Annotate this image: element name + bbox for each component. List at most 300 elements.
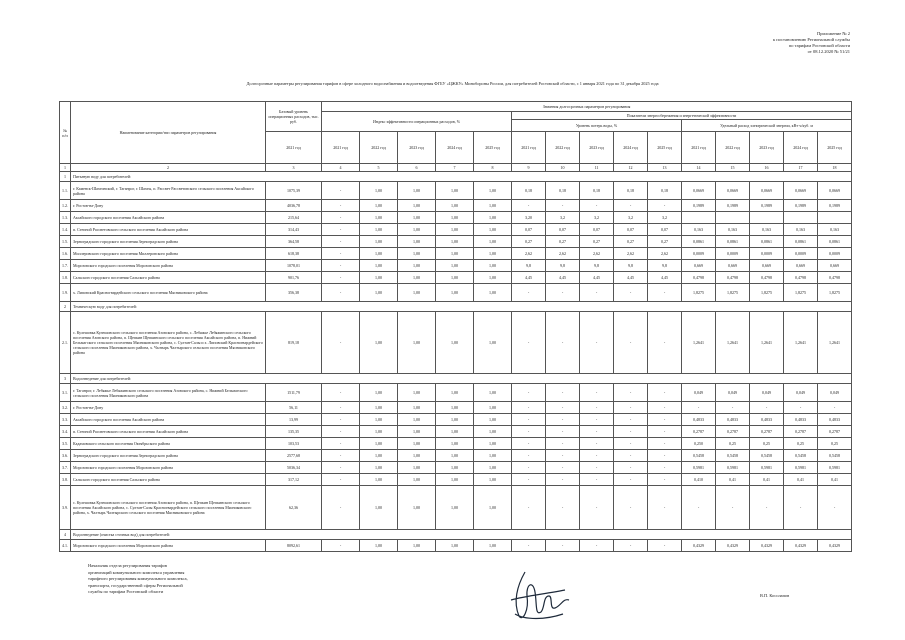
param-value: 4,45	[614, 272, 648, 284]
param-value: 1,00	[398, 236, 436, 248]
param-value: 0,07	[512, 224, 546, 236]
param-value: 0,1989	[784, 200, 818, 212]
param-value: 1,00	[436, 272, 474, 284]
param-value: 1,00	[360, 384, 398, 402]
param-value: 1,00	[436, 426, 474, 438]
param-value: 1,00	[474, 312, 512, 374]
table-row	[60, 312, 852, 374]
param-value: 1,00	[398, 486, 436, 530]
param-value: 1,00	[436, 462, 474, 474]
param-value: 1,00	[474, 540, 512, 552]
param-value: -	[322, 540, 360, 552]
param-value: -	[512, 426, 546, 438]
section-row	[60, 374, 852, 384]
param-value: -	[512, 414, 546, 426]
param-value: 0,250	[682, 438, 716, 450]
header-year: 2023 год	[580, 132, 614, 164]
param-value: 1,00	[398, 540, 436, 552]
param-value: 2,62	[512, 248, 546, 260]
param-value: 0,41	[750, 474, 784, 486]
base-value: 62,36	[266, 486, 322, 530]
param-value: -	[322, 384, 360, 402]
param-value: 1,00	[360, 486, 398, 530]
param-value: 0,25	[750, 438, 784, 450]
section-number: 3	[60, 374, 71, 384]
base-value: 356,38	[266, 284, 322, 302]
param-value: 1,00	[474, 236, 512, 248]
param-value: 0,669	[750, 260, 784, 272]
param-value: -	[682, 402, 716, 414]
param-value: 0,0009	[682, 248, 716, 260]
row-name: Сальского городского поселения Сальского района	[71, 272, 266, 284]
param-value: 0,049	[818, 384, 852, 402]
param-value	[784, 212, 818, 224]
param-value: 1,00	[436, 540, 474, 552]
param-value: 1,00	[360, 414, 398, 426]
header-base: Базовый уровень операционных расходов, тыс. руб.	[266, 102, 322, 132]
column-number: 8	[474, 164, 512, 172]
table-row	[60, 284, 852, 302]
param-value: -	[648, 474, 682, 486]
row-number: 1.5.	[60, 236, 71, 248]
column-number: 14	[682, 164, 716, 172]
param-value: 1,00	[398, 272, 436, 284]
header-year: 2024 год	[614, 132, 648, 164]
param-value: 1,2641	[784, 312, 818, 374]
param-value: -	[580, 426, 614, 438]
param-value: 1,00	[474, 272, 512, 284]
param-value: -	[580, 438, 614, 450]
handwritten-signature	[505, 566, 575, 624]
param-value: 0,669	[784, 260, 818, 272]
param-value: 1,00	[474, 462, 512, 474]
row-name: с. Кулешовка Кулешовского сельского поселения Азовского района, п. Щепкин Щепкинского сельского поселения Аксайского района, с. Султан-Салы Красногвардейского сельского поселения Мясниковского района, х. Чалтырь Чалтырского сельского поселения Мясниковского района	[71, 486, 266, 530]
param-value: -	[580, 486, 614, 530]
table-row	[60, 450, 852, 462]
column-number: 4	[322, 164, 360, 172]
param-value: 1,00	[398, 384, 436, 402]
param-value: 1,00	[474, 450, 512, 462]
param-value: -	[322, 182, 360, 200]
param-value: -	[648, 402, 682, 414]
param-value: 0,2787	[750, 426, 784, 438]
param-value: 0,5981	[682, 462, 716, 474]
param-value: -	[512, 450, 546, 462]
param-value: -	[322, 236, 360, 248]
header-energy: Показатели энергосбережения и энергетической эффективности	[512, 112, 852, 120]
section-row	[60, 172, 852, 182]
header-year-base: 2021 год	[266, 132, 322, 164]
param-value: -	[648, 540, 682, 552]
param-value: 1,00	[436, 474, 474, 486]
column-number: 1	[60, 164, 71, 172]
table-row	[60, 474, 852, 486]
param-value: 0,18	[546, 182, 580, 200]
param-value: -	[322, 272, 360, 284]
row-number: 1.2.	[60, 200, 71, 212]
param-value: 0,4798	[784, 272, 818, 284]
param-value: 0,07	[546, 224, 580, 236]
param-value: 0,4798	[750, 272, 784, 284]
param-value	[682, 212, 716, 224]
column-number: 13	[648, 164, 682, 172]
param-value: 0,163	[818, 224, 852, 236]
header-group: Значения долгосрочных параметров регулирования	[322, 102, 852, 112]
param-value: 1,00	[436, 260, 474, 272]
param-value: 0,2787	[818, 426, 852, 438]
param-value: 0,669	[818, 260, 852, 272]
param-value: 1,00	[474, 426, 512, 438]
param-value: -	[614, 462, 648, 474]
param-value: 4,45	[512, 272, 546, 284]
param-value: 1,00	[360, 426, 398, 438]
param-value: -	[512, 200, 546, 212]
param-value: 0,4329	[784, 540, 818, 552]
table-row	[60, 462, 852, 474]
param-value: 0,163	[682, 224, 716, 236]
row-number: 4.1.	[60, 540, 71, 552]
param-value: 1,2641	[682, 312, 716, 374]
param-value: -	[614, 402, 648, 414]
table-row	[60, 212, 852, 224]
param-value: 0,07	[648, 224, 682, 236]
param-value: 1,00	[360, 182, 398, 200]
base-value: 1075,39	[266, 182, 322, 200]
row-name: п. Степной Рассветовского сельского поселения Аксайского района	[71, 224, 266, 236]
position-line: тарифного регулирования коммунального комплекса,	[88, 576, 188, 581]
row-name: с. Кулешовка Кулешовского сельского поселения Азовского района, с. Лебяжье Лебяжинского сельского поселения Азовского района, п. Щепкин Щепкинского сельского поселения Аксайского района, п. Нижний Бельмагского сельского поселения Мясниковского района, с. Султан-Салы и х. Липовский Красногвардейского сельского поселения Мясниковского района, х. Чалтырь Чалтырского сельского поселения Мясниковского района	[71, 312, 266, 374]
param-value: -	[546, 426, 580, 438]
param-value: 1,2641	[818, 312, 852, 374]
table-row	[60, 200, 852, 212]
param-value: -	[648, 414, 682, 426]
param-value: 1,00	[398, 182, 436, 200]
header-num: № п/п	[60, 102, 71, 164]
param-value: 1,00	[436, 312, 474, 374]
header-spec: Удельный расход электрической энергии, кВт·ч/куб. м	[682, 120, 852, 132]
row-number: 3.1.	[60, 384, 71, 402]
row-number: 1.8.	[60, 272, 71, 284]
param-value: -	[648, 486, 682, 530]
appendix-line-3: по тарифам Ростовской области	[788, 43, 850, 48]
header-year: 2025 год	[648, 132, 682, 164]
row-name: г. Таганрог, г. Лебяжье Лебяжинского сельского поселения Азовского района, с. Нижний Бельмагского сельского поселения Мясниковского района	[71, 384, 266, 402]
param-value: 1,00	[398, 312, 436, 374]
header-year: 2024 год	[784, 132, 818, 164]
column-number: 7	[436, 164, 474, 172]
param-value: -	[512, 312, 546, 374]
param-value: 0,4329	[818, 540, 852, 552]
param-value: -	[322, 284, 360, 302]
param-value: 1,00	[436, 182, 474, 200]
param-value: 1,00	[360, 462, 398, 474]
header-year: 2021 год	[322, 132, 360, 164]
param-value: 0,4329	[750, 540, 784, 552]
row-number: 3.5.	[60, 438, 71, 450]
param-value: 9,8	[648, 260, 682, 272]
table-row	[60, 384, 852, 402]
column-number: 16	[750, 164, 784, 172]
param-value: -	[580, 284, 614, 302]
base-value: 618,38	[266, 248, 322, 260]
param-value: 0,4833	[716, 414, 750, 426]
param-value: 4,45	[546, 272, 580, 284]
param-value: 4,45	[580, 272, 614, 284]
table-row	[60, 182, 852, 200]
row-number: 3.3.	[60, 414, 71, 426]
param-value: 1,00	[360, 272, 398, 284]
row-number: 3.8.	[60, 474, 71, 486]
column-number: 17	[784, 164, 818, 172]
param-value: 0,5458	[750, 450, 784, 462]
param-value	[818, 212, 852, 224]
table-row	[60, 260, 852, 272]
param-value: 0,4329	[682, 540, 716, 552]
param-value: 1,00	[474, 284, 512, 302]
param-value: 0,0861	[818, 236, 852, 248]
param-value: 0,5458	[784, 450, 818, 462]
param-value: -	[614, 426, 648, 438]
param-value: 3,2	[580, 212, 614, 224]
header-year: 2021 год	[682, 132, 716, 164]
table-row	[60, 438, 852, 450]
param-value: -	[512, 384, 546, 402]
param-value: 0,2787	[784, 426, 818, 438]
param-value: 0,049	[750, 384, 784, 402]
param-value: -	[512, 474, 546, 486]
row-name: Аксайского городского поселения Аксайского района	[71, 212, 266, 224]
param-value: -	[818, 402, 852, 414]
param-value: 0,25	[716, 438, 750, 450]
param-value: 1,00	[360, 474, 398, 486]
param-value: 0,0669	[784, 182, 818, 200]
position-line: Начальник отдела регулирования тарифов	[88, 563, 167, 568]
table-row	[60, 224, 852, 236]
param-value: -	[580, 414, 614, 426]
param-value: -	[322, 260, 360, 272]
param-value: -	[322, 450, 360, 462]
param-value: -	[322, 414, 360, 426]
param-value: -	[580, 384, 614, 402]
param-value: 2,62	[648, 248, 682, 260]
base-value: 103,53	[266, 438, 322, 450]
param-value: 1,00	[360, 248, 398, 260]
base-value: 215,64	[266, 212, 322, 224]
param-value: 0,0009	[716, 248, 750, 260]
table-row	[60, 426, 852, 438]
param-value: 0,2787	[682, 426, 716, 438]
param-value: 1,00	[398, 438, 436, 450]
row-number: 1.3.	[60, 212, 71, 224]
param-value: 1,00	[436, 248, 474, 260]
param-value: 1,00	[436, 284, 474, 302]
param-value: 0,410	[682, 474, 716, 486]
param-value: 1,00	[436, 200, 474, 212]
column-number: 11	[580, 164, 614, 172]
param-value: 0,41	[818, 474, 852, 486]
param-value: 0,41	[716, 474, 750, 486]
param-value: 9,8	[614, 260, 648, 272]
row-name: г. Ростов-на-Дону	[71, 200, 266, 212]
param-value: -	[580, 450, 614, 462]
param-value: -	[322, 426, 360, 438]
base-value: 2577,68	[266, 450, 322, 462]
param-value: 1,00	[360, 438, 398, 450]
param-value: 1,00	[398, 474, 436, 486]
param-value: 1,00	[436, 414, 474, 426]
appendix-block	[773, 31, 850, 55]
row-name: Морозовского городского поселения Морозовского района	[71, 260, 266, 272]
param-value: -	[546, 474, 580, 486]
param-value: 1,00	[360, 402, 398, 414]
param-value: 1,8275	[682, 284, 716, 302]
param-value: 1,00	[398, 200, 436, 212]
row-name: Аксайского городского поселения Аксайского района	[71, 414, 266, 426]
param-value: 0,18	[580, 182, 614, 200]
param-value: -	[512, 540, 546, 552]
row-number: 3.2.	[60, 402, 71, 414]
param-value: 1,00	[474, 486, 512, 530]
base-value: 901,76	[266, 272, 322, 284]
param-value: 0,27	[546, 236, 580, 248]
param-value: 0,4833	[784, 414, 818, 426]
section-title: Водоотведение (очистка сточных вод) для потребителей:	[71, 530, 852, 540]
param-value: 0,4798	[716, 272, 750, 284]
param-value: -	[614, 200, 648, 212]
param-value: -	[614, 384, 648, 402]
column-number-row	[60, 164, 852, 172]
param-value: 1,00	[398, 284, 436, 302]
param-value: -	[614, 486, 648, 530]
param-value: 0,4833	[682, 414, 716, 426]
param-value	[716, 212, 750, 224]
param-value: 1,00	[474, 182, 512, 200]
param-value: 0,18	[648, 182, 682, 200]
base-value: 8092,61	[266, 540, 322, 552]
section-number: 2	[60, 302, 71, 312]
param-value: -	[580, 402, 614, 414]
param-value: -	[648, 450, 682, 462]
param-value: 1,00	[398, 212, 436, 224]
param-value: 1,8275	[716, 284, 750, 302]
param-value: -	[648, 426, 682, 438]
base-value: 56,11	[266, 402, 322, 414]
row-name: г. Ростов-на-Дону	[71, 402, 266, 414]
param-value: 0,1989	[682, 200, 716, 212]
column-number: 9	[512, 164, 546, 172]
row-name: Морозовского городского поселения Морозовского района	[71, 540, 266, 552]
param-value: 1,00	[398, 260, 436, 272]
param-value: -	[512, 284, 546, 302]
section-number: 4	[60, 530, 71, 540]
param-value: -	[682, 486, 716, 530]
param-value: 1,2641	[716, 312, 750, 374]
param-value: -	[322, 438, 360, 450]
row-number: 1.6.	[60, 248, 71, 260]
param-value: 1,8275	[784, 284, 818, 302]
param-value: -	[322, 486, 360, 530]
column-number: 5	[360, 164, 398, 172]
param-value: -	[546, 438, 580, 450]
param-value: 0,27	[648, 236, 682, 248]
param-value: -	[322, 474, 360, 486]
param-value: 1,00	[360, 236, 398, 248]
param-value: 0,07	[580, 224, 614, 236]
param-value: 1,00	[398, 224, 436, 236]
param-value: 0,5981	[750, 462, 784, 474]
param-value: 1,00	[474, 402, 512, 414]
base-value: 13,99	[266, 414, 322, 426]
param-value: -	[322, 224, 360, 236]
appendix-line-2: к постановлению Региональной службы	[772, 37, 850, 42]
param-value: -	[546, 284, 580, 302]
param-value: 0,4833	[818, 414, 852, 426]
param-value: 2,62	[614, 248, 648, 260]
param-value: -	[512, 486, 546, 530]
param-value: 1,00	[474, 212, 512, 224]
param-value: 0,4798	[818, 272, 852, 284]
param-value: -	[580, 200, 614, 212]
table-row	[60, 402, 852, 414]
column-number: 12	[614, 164, 648, 172]
param-value: 0,0861	[784, 236, 818, 248]
param-value: 1,00	[398, 414, 436, 426]
param-value: -	[716, 402, 750, 414]
param-value: -	[818, 486, 852, 530]
param-value: 0,4833	[750, 414, 784, 426]
param-value: 0,27	[580, 236, 614, 248]
param-value: 1,00	[436, 212, 474, 224]
row-number: 1.7.	[60, 260, 71, 272]
header-year: 2023 год	[750, 132, 784, 164]
param-value: 1,8275	[750, 284, 784, 302]
param-value: -	[322, 248, 360, 260]
param-value: 1,00	[360, 450, 398, 462]
param-value: 0,5981	[818, 462, 852, 474]
param-value: -	[784, 486, 818, 530]
param-value: 0,1989	[716, 200, 750, 212]
param-value: -	[614, 312, 648, 374]
row-number: 3.6.	[60, 450, 71, 462]
param-value: 1,00	[360, 312, 398, 374]
row-name: п. Степной Рассветовского сельского поселения Аксайского района	[71, 426, 266, 438]
header-year: 2025 год	[474, 132, 512, 164]
base-value: 819,18	[266, 312, 322, 374]
param-value: 1,00	[360, 540, 398, 552]
param-value: 1,00	[474, 414, 512, 426]
header-loss: Уровень потерь воды, %	[512, 120, 682, 132]
param-value: -	[546, 200, 580, 212]
table-row	[60, 414, 852, 426]
param-value: 0,0009	[818, 248, 852, 260]
param-value: 0,0861	[682, 236, 716, 248]
param-value: 1,00	[474, 260, 512, 272]
param-value: 0,5458	[818, 450, 852, 462]
param-value: -	[322, 212, 360, 224]
param-value: 9,8	[546, 260, 580, 272]
param-value: 4,45	[648, 272, 682, 284]
section-row	[60, 530, 852, 540]
param-value: 1,00	[398, 402, 436, 414]
param-value: -	[322, 200, 360, 212]
row-number: 1.9.	[60, 284, 71, 302]
header-year: 2021 год	[512, 132, 546, 164]
param-value: -	[614, 474, 648, 486]
param-value: 0,4798	[682, 272, 716, 284]
param-value: -	[546, 450, 580, 462]
table-row	[60, 486, 852, 530]
param-value: -	[512, 402, 546, 414]
